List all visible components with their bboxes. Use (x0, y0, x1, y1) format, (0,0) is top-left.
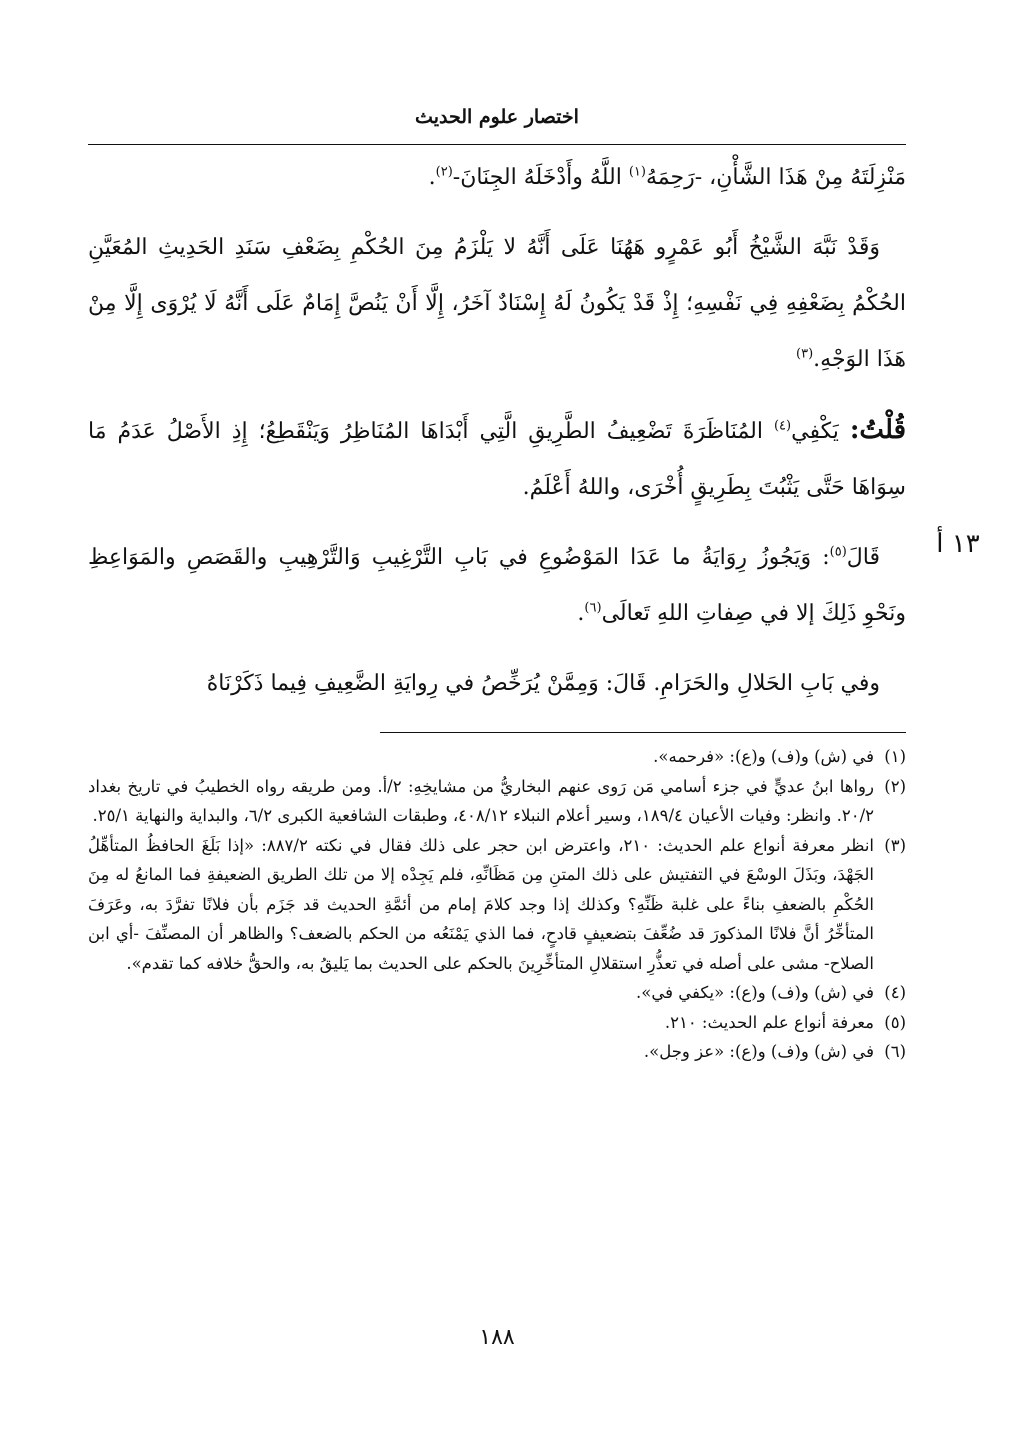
footnote-text: في (ش) و(ف) و(ع): «يكفي في». (636, 983, 874, 1002)
footnote-1 (88, 742, 906, 772)
footnote-number: (٢) (884, 776, 906, 796)
footnote-number: (٤) (884, 983, 906, 1002)
paragraph-4-text-2: : وَيَجُوزُ رِوَايَةُ ما عَدَا المَوْضُوعِ في بَابِ التَّرْغِيبِ وَالتَّرْهِيبِ والقَصَصِ والمَوَاعِظِ ونَحْوِ ذَلِكَ إلا في صِفاتِ اللهِ تَعالَى (88, 545, 906, 626)
footnote-number: (٦) (884, 1042, 906, 1061)
running-header-title: اختصار علوم الحديث (415, 106, 579, 128)
paragraph-2-text: وَقَدْ نَبَّهَ الشَّيْخُ أَبُو عَمْرٍو هَهُنَا عَلَى أَنَّهُ لا يَلْزَمُ مِنَ الحُكْمِ بِضَعْفِ سَنَدِ الحَدِيثِ المُعَيَّنِ الحُكْمُ بِضَعْفِهِ فِي نَفْسِهِ؛ إِذْ قَدْ يَكُونُ لَهُ إِسْنَادٌ آخَرُ، إِلَّا أَنْ يَنُصَّ إِمَامٌ عَلَى أَنَّهُ لَا يُرْوَى إِلَّا مِنْ هَذَا الوَجْهِ. (88, 235, 906, 372)
footnote-text: في (ش) و(ف) و(ع): «فرحمه». (653, 747, 874, 766)
footnote-3 (88, 831, 906, 979)
footnote-number: (١) (884, 747, 906, 766)
footnote-separator (380, 732, 906, 733)
footnote-4 (88, 978, 906, 1008)
footnote-2 (88, 772, 906, 831)
paragraph-1-text-2: اللَّهُ وأَدْخَلَهُ الجِنَانَ- (452, 165, 629, 190)
header-rule (88, 144, 906, 145)
footnote-ref-5: (٥) (829, 544, 847, 560)
paragraph-3-text-2: المُنَاظَرَةَ تَضْعِيفُ الطَّرِيقِ الَّتِي أَبْدَاهَا المُنَاظِرُ وَيَنْقَطِعُ؛ إِذِ الأَصْلُ عَدَمُ مَا سِوَاهَا حَتَّى يَثْبُتَ بِطَرِيقٍ أُخْرَى، واللهُ أَعْلَمُ. (88, 419, 906, 500)
paragraph-5 (88, 656, 906, 712)
paragraph-1-text-1: مَنْزِلَتَهُ مِنْ هَذَا الشَّأْنِ، -رَحِمَهُ (645, 165, 906, 190)
footnote-text: في (ش) و(ف) و(ع): «عز وجل». (643, 1042, 874, 1061)
main-text (88, 150, 906, 726)
footnote-text: انظر معرفة أنواع علم الحديث: ٢١٠، واعترض ابن حجر على ذلك فقال في نكته ٨٨٧/٢: «إذا بَلَغَ الحافظُ المتأهِّلُ الجَهْدَ، وبَذَلَ الوسْعَ في التفتيش على ذلك المتنِ مِن مَظَانِّهِ، فلم يَجِدْه إلا من تلك الطريق الضعيفةِ فما المانعُ له مِنَ الحُكْمِ بالضعفِ بناءً على غلبة ظَنِّهِ؟ وكذلك إذا وجد كلامَ إمام من أئمَّةِ الحديث قد جَزَم بأن فلانًا تفرَّدَ به، وعَرَفَ المتأخِّرُ أنَّ فلانًا المذكورَ قد ضُعِّفَ بتضعيفٍ قادحٍ، فما الذي يَمْنَعُه من الحكم بالضعف؟ والظاهر أن المصنِّفَ -أي ابن الصلاح- مشى على أصله في تعذُّرِ استقلالِ المتأخِّرِينَ بالحكم على الحديث بما يَليقُ به، والحقُّ خلافه كما تقدم». (88, 835, 874, 973)
footnote-ref-3: (٣) (796, 346, 814, 362)
paragraph-4-text-1: قَالَ (846, 545, 880, 570)
footnote-text: معرفة أنواع علم الحديث: ٢١٠. (664, 1012, 874, 1032)
footnotes (88, 742, 906, 1067)
footnote-5 (88, 1008, 906, 1038)
paragraph-3-text-1: يَكْفِي (791, 419, 850, 444)
footnote-number: (٣) (884, 835, 906, 855)
paragraph-5-text: وفي بَابِ الحَلالِ والحَرَامِ. قَالَ: وَمِمَّنْ يُرَخِّصُ في رِوايَةِ الضَّعِيفِ فِيما ذَكَرْنَاهُ (206, 671, 880, 696)
paragraph-3-lead: قُلْتُ: (849, 415, 906, 445)
margin-folio-note: ١٣ أ (936, 529, 980, 559)
paragraph-4-text-3: . (577, 601, 585, 626)
footnote-ref-2: (٢) (435, 164, 453, 180)
paragraph-4 (88, 530, 906, 642)
paragraph-1-text-3: . (428, 165, 436, 190)
footnote-ref-6: (٦) (584, 600, 602, 616)
footnote-ref-4: (٤) (773, 418, 792, 434)
footnote-number: (٥) (884, 1012, 906, 1032)
footnote-ref-1: (١) (628, 164, 646, 180)
footnote-6 (88, 1037, 906, 1067)
page-number: ١٨٨ (479, 1325, 515, 1350)
paragraph-2 (88, 220, 906, 388)
paragraph-3 (88, 402, 906, 516)
paragraph-1 (88, 150, 906, 206)
footnote-text: رواها ابنُ عديٍّ في جزء أسامي مَن رَوى عنهم البخاريُّ من مشايخِهِ: ٢/أ. ومن طريقه رواه الخطيبُ في تاريخ بغداد ٢٠/٢. وانظر: وفيات الأعيان ١٨٩/٤، وسير أعلام النبلاء ٤٠٨/١٢، وطبقات الشافعية الكبرى ٦/٢، والبداية والنهاية ٢٥/١. (88, 776, 874, 825)
